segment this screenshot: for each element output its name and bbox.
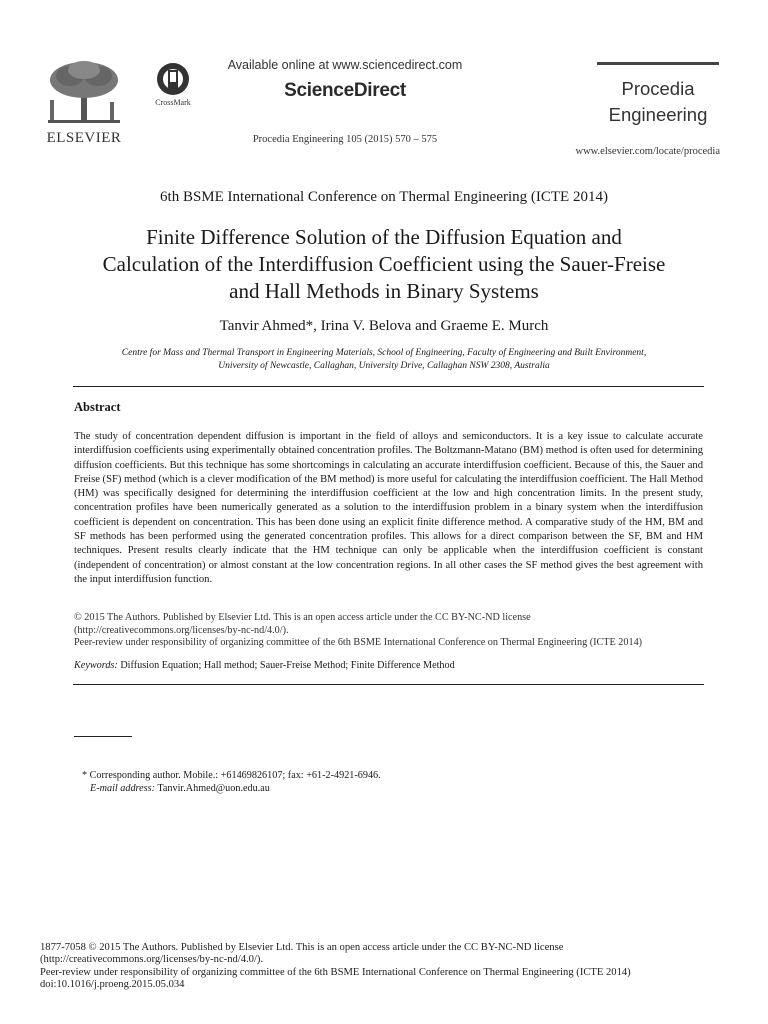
- elsevier-tree-icon: [40, 58, 128, 128]
- crossmark-label: CrossMark: [155, 98, 191, 107]
- abstract-top-rule: [73, 386, 704, 387]
- abstract-bottom-rule: [73, 684, 704, 685]
- affiliation-line-1: Centre for Mass and Thermal Transport in Engineering Materials, School of Engineering, Faculty of Engineering and Built Environment,: [121, 348, 647, 358]
- footer-doi[interactable]: doi:10.1016/j.proeng.2015.05.034: [40, 978, 185, 990]
- email-line: [82, 782, 682, 795]
- conference-name: 6th BSME International Conference on Thermal Engineering (ICTE 2014): [160, 189, 608, 205]
- journal-name-line1: Procedia: [621, 78, 695, 99]
- footer-copyright: 1877-7058 © 2015 The Authors. Published by Elsevier Ltd. This is an open access article under the CC BY-NC-ND license: [40, 942, 564, 953]
- license-line-1: © 2015 The Authors. Published by Elsevier Ltd. This is an open access article under the CC BY-NC-ND license: [74, 612, 531, 623]
- crossmark-badge[interactable]: [150, 62, 196, 108]
- elsevier-logo: [40, 58, 128, 150]
- keywords: [74, 660, 703, 671]
- keywords-label: Keywords:: [74, 660, 118, 671]
- publisher-name: ELSEVIER: [46, 130, 122, 146]
- journal-name: [597, 76, 719, 128]
- corresponding-footnote: [82, 769, 682, 795]
- available-online-text: Available online at www.sciencedirect.com: [227, 58, 463, 72]
- paper-title: [40, 224, 728, 305]
- title-line-2: Calculation of the Interdiffusion Coefficient using the Sauer-Freise: [102, 252, 666, 276]
- footer-license-link[interactable]: (http://creativecommons.org/licenses/by-nc-nd/4.0/).: [40, 954, 264, 966]
- abstract-body: The study of concentration dependent diffusion is important in the field of alloys and semiconductors. It is a key issue to calculate accurate interdiffusion coefficients using experimentally obtained concentration profiles. The Boltzmann-Matano (BM) method is often used for determining diffusion coefficients. But this technique has some shortcomings in calculating an accurate interdiffusion coefficient. Because of this, the Sauer and Freise (SF) method (which is a clever modification of the BM method) is more useful for calculating the interdiffusion coefficient. The Hall Method (HM) was specifically designed for determining the interdiffusion coefficient at the low and high concentration limits. In the present study, concentration profiles have been numerically generated as a solution to the interdiffusion problem in a binary system when the interdiffusion coefficient is dependent on concentration. This has been done using an explicit finite difference method. A comparative study of the HM, BM and SF methods has been performed using the generated concentration profiles. This allows for a direct comparison between the SF, BM and HM techniques. Present results clearly indicate that the HM technique can only be applicable when the interdiffusion coefficient is constant (independent of concentration) or almost constant at the low concentration regions. In all other cases the SF method gives the best agreement with the input interdiffusion function.: [74, 431, 703, 585]
- affiliation-line-2: University of Newcastle, Callaghan, University Drive, Callaghan NSW 2308, Australia: [218, 361, 550, 371]
- title-line-3: and Hall Methods in Binary Systems: [229, 279, 539, 303]
- journal-header-rule: [597, 62, 719, 65]
- journal-url-link[interactable]: www.elsevier.com/locate/procedia: [575, 146, 720, 157]
- abstract-heading: Abstract: [74, 400, 121, 414]
- email-address[interactable]: Tanvir.Ahmed@uon.edu.au: [157, 783, 270, 794]
- affiliation: [60, 347, 708, 373]
- corresponding-author: * Corresponding author. Mobile.: +61469826107; fax: +61-2-4921-6946.: [82, 770, 381, 781]
- sciencedirect-logo[interactable]: ScienceDirect: [284, 80, 406, 101]
- peer-review-line: Peer-review under responsibility of organizing committee of the 6th BSME International Conference on Thermal Engineering (ICTE 2014): [74, 637, 643, 648]
- footnote-rule: [74, 736, 132, 737]
- license-notice: [74, 612, 703, 650]
- crossmark-icon: [150, 62, 196, 98]
- title-line-1: Finite Difference Solution of the Diffusion Equation and: [146, 225, 622, 249]
- journal-name-line2: Engineering: [608, 104, 708, 125]
- keywords-list: Diffusion Equation; Hall method; Sauer-Freise Method; Finite Difference Method: [120, 660, 455, 671]
- license-link[interactable]: (http://creativecommons.org/licenses/by-nc-nd/4.0/).: [74, 624, 289, 636]
- page-footer: [40, 942, 730, 991]
- authors: Tanvir Ahmed*, Irina V. Belova and Graeme E. Murch: [219, 318, 549, 334]
- journal-citation: Procedia Engineering 105 (2015) 570 – 575: [252, 134, 438, 145]
- email-label: E-mail address:: [90, 783, 155, 794]
- footer-peer-review: Peer-review under responsibility of organizing committee of the 6th BSME International Conference on Thermal Engineering (ICTE 2014): [40, 966, 631, 978]
